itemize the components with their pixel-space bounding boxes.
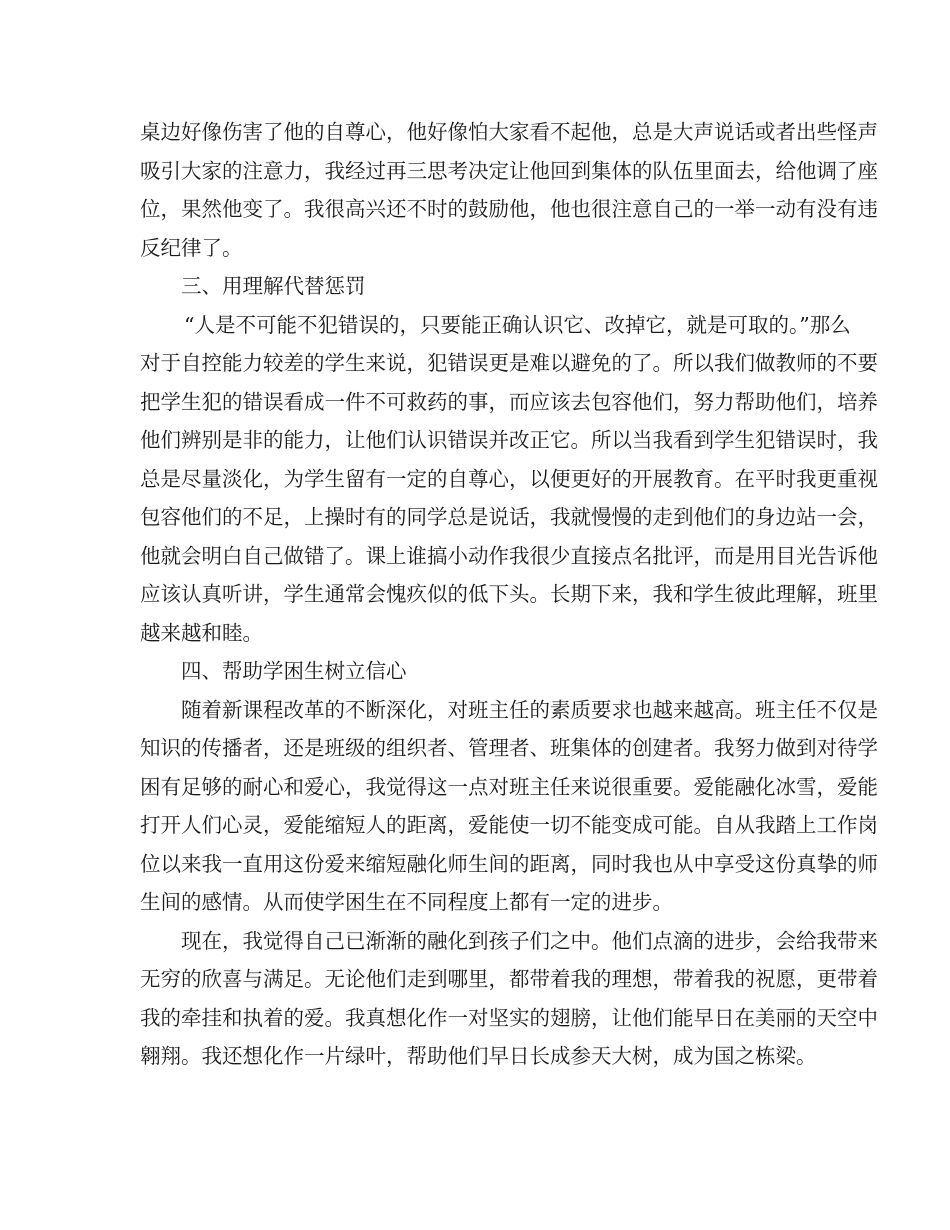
text-line: 翱翔。我还想化作一片绿叶，帮助他们早日长成参天大树，成为国之栋梁。: [140, 1044, 817, 1068]
text-line: 我的牵挂和执着的爱。我真想化作一对坚实的翅膀，让他们能早日在美丽的天空中: [140, 1005, 878, 1030]
text-line: 桌边好像伤害了他的自尊心，他好像怕大家看不起他，总是大声说话或者出些怪声: [140, 120, 878, 144]
paragraph-4: [140, 922, 878, 1076]
text-line: 现在，我觉得自己已渐渐的融化到孩子们之中。他们点滴的进步，会给我带来: [181, 928, 878, 953]
text-line: 随着新课程改革的不断深化，对班主任的素质要求也越来越高。班主任不仅是: [181, 697, 878, 722]
text-line: 位，果然他变了。我很高兴还不时的鼓励他，他也很注意自己的一举一动有没有违: [140, 197, 878, 221]
text-line: 对于自控能力较差的学生来说，犯错误更是难以避免的了。所以我们做教师的不要: [140, 351, 878, 375]
paragraph-2: [140, 306, 878, 653]
text-line: 反纪律了。: [140, 235, 243, 260]
heading-text: 三、用理解代替惩罚: [181, 274, 366, 298]
text-line: 困有足够的耐心和爱心，我觉得这一点对班主任来说很重要。爱能融化冰雪，爱能: [140, 774, 878, 799]
section-heading-3: [140, 267, 812, 306]
text-line: 应该认真听讲，学生通常会愧疚似的低下头。长期下来，我和学生彼此理解，班里: [140, 582, 878, 606]
text-line: 知识的传播者，还是班级的组织者、管理者、班集体的创建者。我努力做到对待学: [140, 736, 878, 760]
text-line: 他就会明白自己做错了。课上谁搞小动作我很少直接点名批评，而是用目光告诉他: [140, 543, 878, 568]
paragraph-1: [140, 113, 878, 267]
text-line: 包容他们的不足，上操时有的同学总是说话，我就慢慢的走到他们的身边站一会，: [140, 505, 878, 529]
text-line: 打开人们心灵，爱能缩短人的距离，爱能使一切不能变成可能。自从我踏上工作岗: [140, 813, 878, 837]
section-heading-4: [140, 652, 812, 691]
text-line: “人是不可能不犯错误的，只要能正确认识它、改掉它，就是可取的。”那么: [184, 312, 851, 337]
text-line: 无穷的欣喜与满足。无论他们走到哪里，都带着我的理想，带着我的祝愿，更带着: [140, 967, 878, 991]
text-line: 他们辨别是非的能力，让他们认识错误并改正它。所以当我看到学生犯错误时，我: [140, 428, 878, 452]
text-line: 总是尽量淡化，为学生留有一定的自尊心，以便更好的开展教育。在平时我更重视: [140, 466, 878, 491]
paragraph-3: [140, 691, 878, 922]
document-page: [140, 113, 878, 1076]
text-line: 吸引大家的注意力，我经过再三思考决定让他回到集体的队伍里面去，给他调了座: [140, 158, 878, 183]
heading-text: 四、帮助学困生树立信心: [181, 659, 407, 683]
text-line: 越来越和睦。: [140, 620, 263, 645]
text-line: 把学生犯的错误看成一件不可救药的事，而应该去包容他们，努力帮助他们，培养: [140, 389, 878, 414]
text-line: 位以来我一直用这份爱来缩短融化师生间的距离，同时我也从中享受这份真挚的师: [140, 851, 878, 876]
text-line: 生间的感情。从而使学困生在不同程度上都有一定的进步。: [140, 890, 673, 914]
